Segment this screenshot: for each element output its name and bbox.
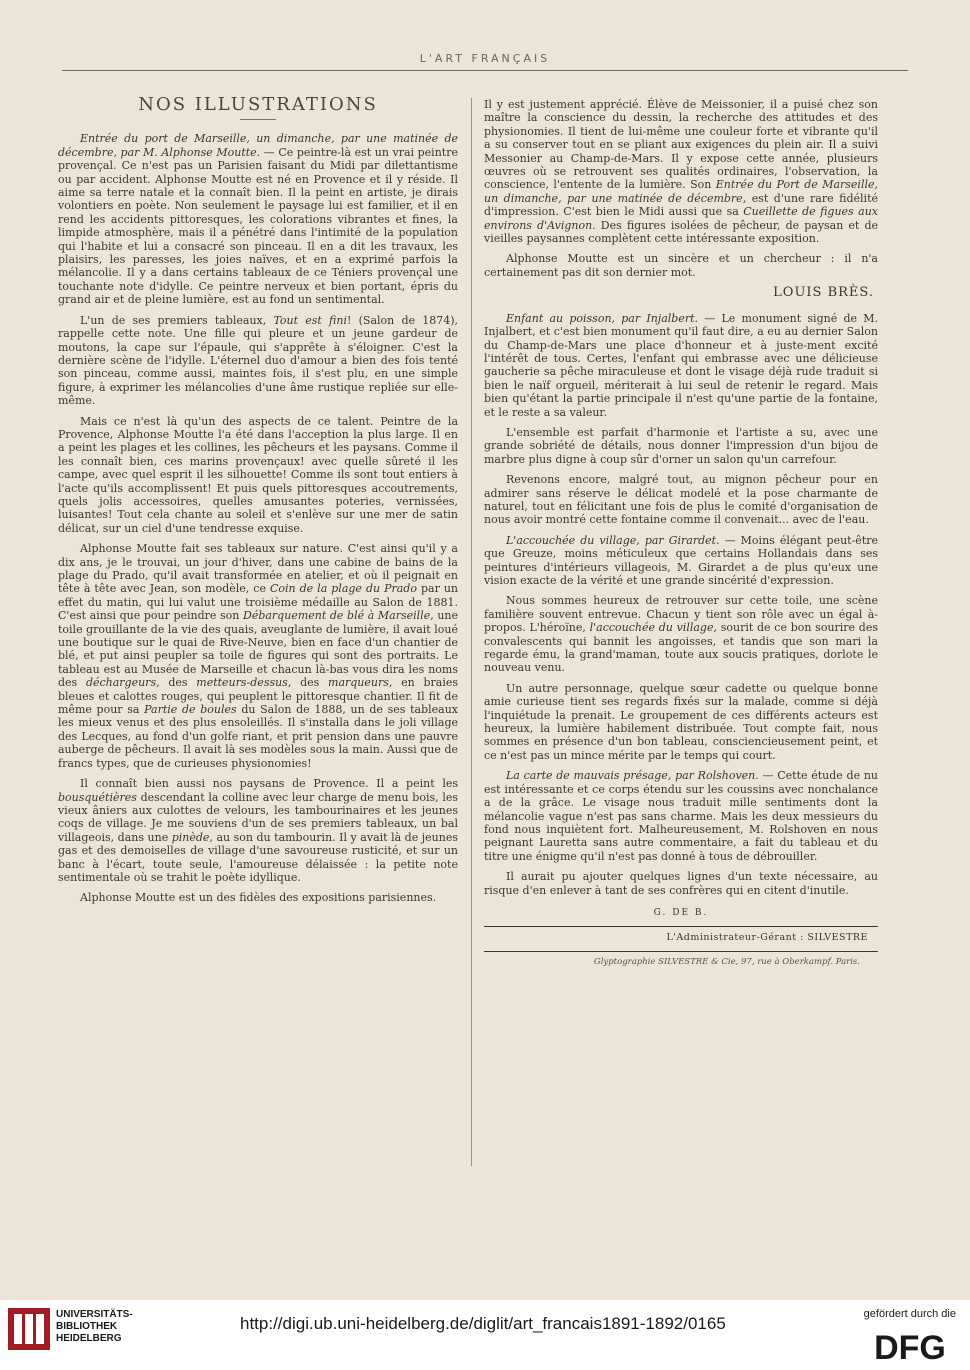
paragraph: Il y est justement apprécié. Élève de Meissonier, il a puisé chez son maître la conscience du dessin, la recherche des attitudes et des physionomies. Il tient de lui-même une couleur forte et vibrante qu'il a su conserver tout en se pliant aux exigences du plein air. Il a suivi Messonier au Champ-de-Mars. Il y expose cette année, plusieurs œuvres où se retrouvent ses qualités ordinaires, l'observation, la conscience, l'entente de la lumière. Son Entrée du Port de Marseille, un dimanche, par une matinée de décembre, est d'une rare fidélité d'impression. C'est bien le Midi aussi que sa Cueillette de figues aux environs d'Avignon. Des figures isolées de pêcheur, de paysan et de vieilles paysannes complètent cette intéressante exposition. (484, 98, 878, 246)
university-library-logo-icon (6, 1306, 52, 1352)
paragraph: L'ensemble est parfait d'harmonie et l'artiste a su, avec une grande sobriété de détails, nous donner l'impression d'un bijou de marbre plus digne à coup sûr d'orner un salon qu'un carrefour. (484, 425, 878, 466)
title-rule (240, 119, 276, 120)
paragraph: Nous sommes heureux de retrouver sur cette toile, une scène familière souvent entrevue. Chacun y tient son rôle avec un égal à-propos. L'héroïne, l'accouchée du village, sourit de ce bon sourire des convalescents qui bannit les angoisses, et tandis que son mari la regarde ému, la grand'maman, toute aux soucis pratiques, dorlote le nouveau venu. (484, 594, 878, 675)
paragraph: La carte de mauvais présage, par Rolshoven. — Cette étude de nu est intéressante et ce corps étendu sur les coussins avec nonchalance a de la grâce. Le visage nous traduit mille sentiments dont la mélancolie vague n'est pas sans charme. Mais les deux messieurs du fond nous inquiètent fort. Malheureusement, M. Rolshoven en nous peignant Lauretta sans autre commentaire, a fait du tableau et du titre une énigme qu'il n'est pas donné à tous de débrouiller. (484, 769, 878, 863)
end-rule (484, 926, 878, 927)
left-column (58, 94, 459, 912)
article-title: NOS ILLUSTRATIONS (138, 94, 378, 115)
column-divider (471, 98, 472, 1166)
signature-louis-bres: LOUIS BRÈS. (773, 285, 874, 301)
administrator-line: L'Administrateur-Gérant : SILVESTRE (666, 932, 868, 944)
paragraph: Alphonse Moutte est un sincère et un chercheur : il n'a certainement pas dit son dernier mot. (484, 252, 878, 279)
end-rule (484, 951, 878, 952)
right-column (484, 98, 878, 969)
running-head: L'ART FRANÇAIS (419, 52, 551, 65)
printer-imprint: Glyptographie SILVESTRE & Cie, 97, rue à Oberkampf. Paris. (593, 956, 860, 967)
library-name: UNIVERSITÄTS- BIBLIOTHEK HEIDELBERG (56, 1309, 133, 1344)
funded-by-label: gefördert durch die (863, 1308, 956, 1320)
paragraph: Il connaît bien aussi nos paysans de Provence. Il a peint les bousquétières descendant la colline avec leur charge de menu bois, les vieux âniers aux culottes de velours, les tambourinaires et les jeunes coqs de village. Je me souviens d'un de ses premiers tableaux, un bal villageois, dans une pinède, au son du tambourin. Il y avait là de jeunes gas et des demoiselles de village d'une savoureuse rusticité, et sur un banc à l'écart, toute seule, l'amoureuse délaissée : la petite note sentimentale où se trahit le poète idyllique. (58, 777, 458, 884)
paragraph: L'accouchée du village, par Girardet. — Moins élégant peut-être que Greuze, moins méticuleux que certains Hollandais dans ses peintures d'intérieurs villageois, M. Girardet a de plus qu'eux une vision exacte de la vérité et une grande sincérité d'expression. (484, 533, 879, 587)
paragraph: Il aurait pu ajouter quelques lignes d'un texte nécessaire, au risque d'en enlever à tant de ses confrères qui en citent d'inutile. (484, 870, 878, 897)
dfg-logo-icon (864, 1326, 956, 1366)
paragraph: Alphonse Moutte est un des fidèles des expositions parisiennes. (80, 891, 437, 905)
source-url-link[interactable]: http://digi.ub.uni-heidelberg.de/diglit/art_francais1891-1892/0165 (240, 1314, 726, 1333)
paragraph: Enfant au poisson, par Injalbert. — Le monument signé de M. Injalbert, et c'est bien monument qu'il faut dire, a eu au dernier Salon du Champ-de-Mars une place d'honneur et à juste-ment excité l'intérêt de tous. Certes, l'enfant qui embrasse avec une délicieuse gaucherie sa pêche miraculeuse et dont le visage déjà rude traduit si bien le naïf orgueil, mériterait à lui seul de retenir le regard. Mais bien qu'étant la partie principale il n'est qu'une partie de la fontaine, et le reste a sa valeur. (484, 311, 878, 419)
paragraph: Un autre personnage, quelque sœur cadette ou quelque bonne amie curieuse tient ses regards fixés sur la malade, comme si déjà l'inquiétude la prenait. Le groupement de ces différents acteurs est heureux, la lumière habilement distribuée. Tout compte fait, nous sommes en présence d'un bon tableau, consciencieusement peint, et ce n'est pas un mince mérite par le temps qui court. (484, 681, 878, 762)
header-rule (62, 70, 908, 71)
dfg-logo-text: DFG (874, 1329, 946, 1366)
paragraph: Alphonse Moutte fait ses tableaux sur nature. C'est ainsi qu'il y a dix ans, je le trouvai, un jour d'hiver, dans une cabine de bains de la plage du Prado, qu'il avait transformée en atelier, et où il peignait en tête à tête avec Jean, son modèle, ce Coin de la plage du Prado par un effet du matin, qui lui valut une troisième médaille au Salon de 1881. C'est ainsi que pour peindre son Débarquement de blé à Marseille, une toile grouillante de la vie des quais, aveuglante de lumière, il avait loué une boutique sur le quai de Rive-Neuve, bien en face d'un chantier de blé, et put ainsi peupler sa toile de figures qui sont des portraits. Le tableau est au Musée de Marseille et chacun là-bas vous dira les noms des déchargeurs, des metteurs-dessus, des marqueurs, en braies bleues et calottes rouges, qui peuplent le pittoresque chantier. Il fit de même pour sa Partie de boules du Salon de 1888, un de ses tableaux les mieux venus et des plus ensoleillés. Il s'installa dans le joli village des Lecques, au fond d'un golfe riant, et prit pension dans une pauvre auberge de pêcheurs. Il avait là ses modèles sous la main. Aussi que de francs types, que de curieuses physionomies! (58, 542, 459, 770)
paragraph: L'un de ses premiers tableaux, Tout est fini! (Salon de 1874), rappelle cette note. Une fille qui pleure et un jeune gardeur de moutons, la cape sur l'épaule, qui s'apprête à s'éloigner. C'est la dernière scène de l'idylle. L'éternel duo d'amour a bien des fois tenté son pinceau, comme aussi, maintes fois, il s'est plu, en une simple figure, à exprimer les mélancolies d'une âme rustique repliée sur elle-même. (58, 313, 458, 408)
paragraph: Mais ce n'est là qu'un des aspects de ce talent. Peintre de la Provence, Alphonse Moutte l'a été dans l'acception la plus large. Il en a peint les plages et les collines, les pêcheurs et les paysans. Comme il les connaît bien, ces marins provençaux! avec quelle sûreté il les campe, avec quel esprit il les silhouette! Comme ils sont tout entiers à l'acte qu'ils accomplissent! Et puis quels pittoresques accoutrements, quels jolis accessoires, quelles amusantes poteries, vernissées, luisantes! Tout cela chante au soleil et s'enlève sur une mer de satin délicat, sur un ciel d'une tendresse exquise. (58, 414, 458, 535)
signature-g-de-b: G. DE B. (653, 907, 709, 918)
paragraph: Entrée du port de Marseille, un dimanche, par une matinée de décembre, par M. Alphonse Moutte. — Ce peintre-là est un vrai peintre provençal. Ce n'est pas un Parisien faisant du Midi par dilettantisme ou par accident. Alphonse Moutte est né en Provence et il y réside. Il aime sa terre natale et la connaît bien. Il la peint en artiste, je dirais volontiers en poète. Non seulement le paysage lui est familier, et il en rend les accidents pittoresques, les colorations vibrantes et fines, la limpide atmosphère, mais il a pénétré dans l'intimité de la population qui l'habite et lui a consacré son pinceau. Il en a dit les travaux, les plaisirs, les paresses, les joies naïves, et en a exprimé parfois la mélancolie. Il y a dans certains tableaux de ce Téniers provençal une touchante note d'idylle. Ce peintre nerveux et bien portant, épris du grand air et de pleine lumière, est au fond un sentimental. (58, 132, 458, 307)
digitization-footer (0, 1300, 970, 1370)
paragraph: Revenons encore, malgré tout, au mignon pêcheur pour en admirer sans réserve le délicat modelé et la pose charmante de naturel, tout en félicitant une fois de plus le comité d'organisation de nous avoir montré cette fontaine comme il convenait... avec de l'eau. (484, 473, 878, 527)
